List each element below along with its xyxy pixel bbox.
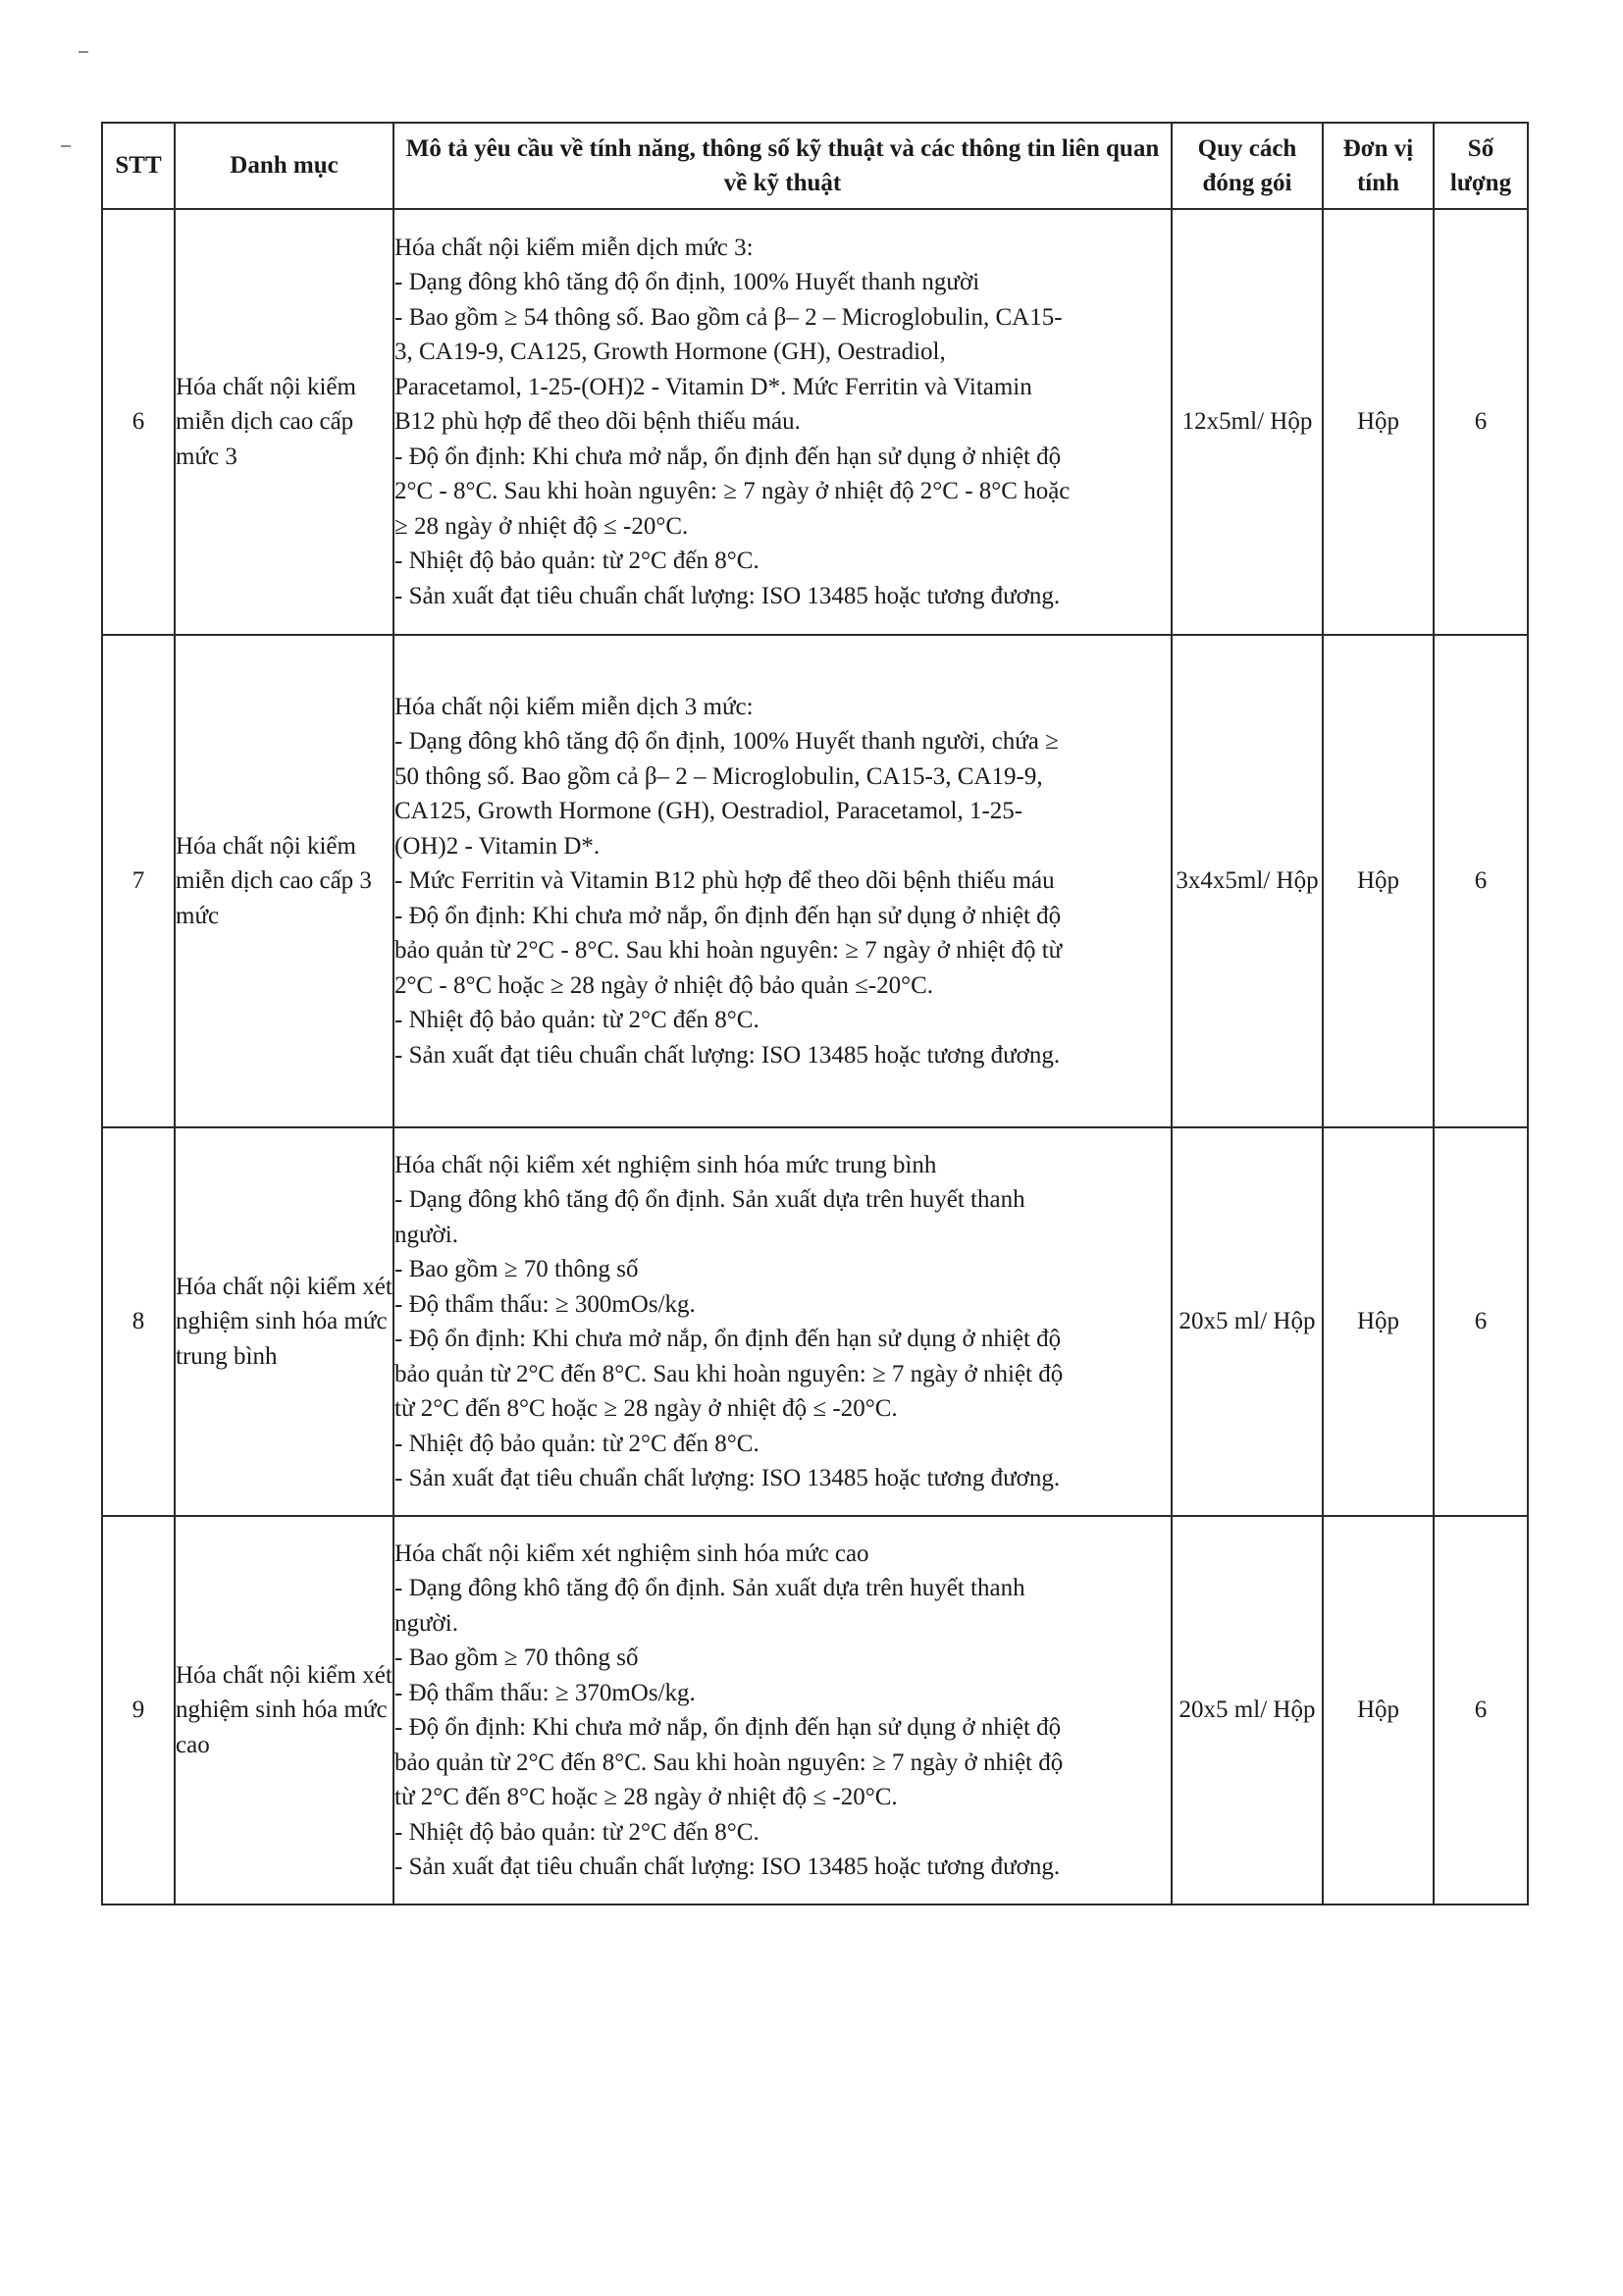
- row-category: Hóa chất nội kiểm xét nghiệm sinh hóa mức trung bình: [175, 1127, 393, 1516]
- description-line: - Sản xuất đạt tiêu chuẩn chất lượng: ISO 13485 hoặc tương đương.: [394, 1853, 1061, 1880]
- description-line: B12 phù hợp để theo dõi bệnh thiếu máu.: [394, 408, 801, 436]
- description-line: - Độ ổn định: Khi chưa mở nắp, ổn định đến hạn sử dụng ở nhiệt độ: [394, 1326, 1062, 1352]
- description-line: Paracetamol, 1-25-(OH)2 - Vitamin D*. Mức Ferritin và Vitamin: [394, 373, 1032, 400]
- description-line: - Nhiệt độ bảo quản: từ 2°C đến 8°C.: [394, 1430, 759, 1457]
- scan-mark: [79, 51, 88, 53]
- description-line: - Dạng đông khô tăng độ ổn định, 100% Huyết thanh người, chứa ≥: [394, 728, 1059, 756]
- description-line: người.: [394, 1221, 458, 1248]
- description-line: 50 thông số. Bao gồm cả β– 2 – Microglobulin, CA15-3, CA19-9,: [394, 762, 1043, 790]
- description-line: Hóa chất nội kiểm miễn dịch 3 mức:: [394, 693, 754, 720]
- description-line: - Sản xuất đạt tiêu chuẩn chất lượng: ISO 13485 hoặc tương đương.: [394, 1041, 1061, 1069]
- description-line: - Dạng đông khô tăng độ ổn định. Sản xuất dựa trên huyết thanh: [394, 1186, 1025, 1213]
- description-line: - Nhiệt độ bảo quản: từ 2°C đến 8°C.: [394, 548, 759, 575]
- row-description: [393, 635, 1172, 1127]
- description-line: - Bao gồm ≥ 70 thông số: [394, 1644, 639, 1671]
- description-line: 2°C - 8°C hoặc ≥ 28 ngày ở nhiệt độ bảo quản ≤-20°C.: [394, 971, 934, 999]
- description-line: - Độ thẩm thấu: ≥ 370mOs/kg.: [394, 1679, 696, 1706]
- header-packaging: Quy cách đóng gói: [1172, 123, 1323, 209]
- table-row: [102, 209, 1528, 635]
- description-line: người.: [394, 1609, 458, 1637]
- row-stt: 6: [102, 209, 175, 635]
- row-stt: 7: [102, 635, 175, 1127]
- row-packaging: 20x5 ml/ Hộp: [1172, 1127, 1323, 1516]
- description-line: 2°C - 8°C. Sau khi hoàn nguyên: ≥ 7 ngày ở nhiệt độ 2°C - 8°C hoặc: [394, 478, 1071, 505]
- description-line: ≥ 28 ngày ở nhiệt độ ≤ -20°C.: [394, 512, 689, 540]
- table-header-row: [102, 123, 1528, 209]
- header-category: Danh mục: [175, 123, 393, 209]
- row-unit: Hộp: [1323, 1516, 1434, 1905]
- scan-mark: [61, 145, 71, 147]
- description-line: - Sản xuất đạt tiêu chuẩn chất lượng: ISO 13485 hoặc tương đương.: [394, 582, 1061, 609]
- description-line: bảo quản từ 2°C đến 8°C. Sau khi hoàn nguyên: ≥ 7 ngày ở nhiệt độ: [394, 1748, 1064, 1776]
- row-description: [393, 1127, 1172, 1516]
- description-line: - Bao gồm ≥ 70 thông số: [394, 1256, 639, 1282]
- description-line: - Bao gồm ≥ 54 thông số. Bao gồm cả β– 2 – Microglobulin, CA15-: [394, 303, 1063, 331]
- row-unit: Hộp: [1323, 635, 1434, 1127]
- row-stt: 8: [102, 1127, 175, 1516]
- description-line: Hóa chất nội kiểm miễn dịch mức 3:: [394, 234, 754, 261]
- row-quantity: 6: [1434, 1516, 1528, 1905]
- description-line: - Mức Ferritin và Vitamin B12 phù hợp để theo dõi bệnh thiếu máu: [394, 867, 1055, 895]
- description-line: bảo quản từ 2°C đến 8°C. Sau khi hoàn nguyên: ≥ 7 ngày ở nhiệt độ: [394, 1360, 1064, 1387]
- row-category: Hóa chất nội kiểm xét nghiệm sinh hóa mức cao: [175, 1516, 393, 1905]
- description-line: (OH)2 - Vitamin D*.: [394, 832, 601, 860]
- description-line: - Độ ổn định: Khi chưa mở nắp, ổn định đến hạn sử dụng ở nhiệt độ: [394, 443, 1062, 470]
- description-line: - Dạng đông khô tăng độ ổn định, 100% Huyết thanh người: [394, 269, 980, 296]
- row-stt: 9: [102, 1516, 175, 1905]
- header-quantity: Số lượng: [1434, 123, 1528, 209]
- description-line: - Độ ổn định: Khi chưa mở nắp, ổn định đến hạn sử dụng ở nhiệt độ: [394, 1714, 1062, 1741]
- row-quantity: 6: [1434, 635, 1528, 1127]
- description-line: CA125, Growth Hormone (GH), Oestradiol, Paracetamol, 1-25-: [394, 798, 1023, 825]
- table-row: [102, 1516, 1528, 1905]
- description-line: Hóa chất nội kiểm xét nghiệm sinh hóa mức trung bình: [394, 1151, 937, 1178]
- row-description: [393, 209, 1172, 635]
- description-line: Hóa chất nội kiểm xét nghiệm sinh hóa mức cao: [394, 1539, 869, 1567]
- row-unit: Hộp: [1323, 1127, 1434, 1516]
- row-category: Hóa chất nội kiểm miễn dịch cao cấp mức 3: [175, 209, 393, 635]
- description-line: từ 2°C đến 8°C hoặc ≥ 28 ngày ở nhiệt độ ≤ -20°C.: [394, 1784, 898, 1810]
- row-packaging: 3x4x5ml/ Hộp: [1172, 635, 1323, 1127]
- row-description: [393, 1516, 1172, 1905]
- description-line: từ 2°C đến 8°C hoặc ≥ 28 ngày ở nhiệt độ ≤ -20°C.: [394, 1395, 898, 1422]
- description-line: - Nhiệt độ bảo quản: từ 2°C đến 8°C.: [394, 1818, 759, 1846]
- specification-table: [101, 122, 1529, 1905]
- description-line: bảo quản từ 2°C - 8°C. Sau khi hoàn nguyên: ≥ 7 ngày ở nhiệt độ từ: [394, 937, 1063, 965]
- table-row: [102, 1127, 1528, 1516]
- description-line: 3, CA19-9, CA125, Growth Hormone (GH), Oestradiol,: [394, 339, 946, 366]
- description-line: - Sản xuất đạt tiêu chuẩn chất lượng: ISO 13485 hoặc tương đương.: [394, 1465, 1061, 1491]
- row-category: Hóa chất nội kiểm miễn dịch cao cấp 3 mức: [175, 635, 393, 1127]
- description-line: - Độ ổn định: Khi chưa mở nắp, ổn định đến hạn sử dụng ở nhiệt độ: [394, 902, 1062, 929]
- row-quantity: 6: [1434, 1127, 1528, 1516]
- header-description: Mô tả yêu cầu về tính năng, thông số kỹ thuật và các thông tin liên quan về kỹ thuật: [393, 123, 1172, 209]
- table-row: [102, 635, 1528, 1127]
- header-unit: Đơn vị tính: [1323, 123, 1434, 209]
- row-unit: Hộp: [1323, 209, 1434, 635]
- description-line: - Độ thẩm thấu: ≥ 300mOs/kg.: [394, 1290, 696, 1318]
- header-stt: STT: [102, 123, 175, 209]
- row-packaging: 12x5ml/ Hộp: [1172, 209, 1323, 635]
- description-line: - Nhiệt độ bảo quản: từ 2°C đến 8°C.: [394, 1007, 759, 1034]
- row-packaging: 20x5 ml/ Hộp: [1172, 1516, 1323, 1905]
- row-quantity: 6: [1434, 209, 1528, 635]
- description-line: - Dạng đông khô tăng độ ổn định. Sản xuất dựa trên huyết thanh: [394, 1575, 1025, 1601]
